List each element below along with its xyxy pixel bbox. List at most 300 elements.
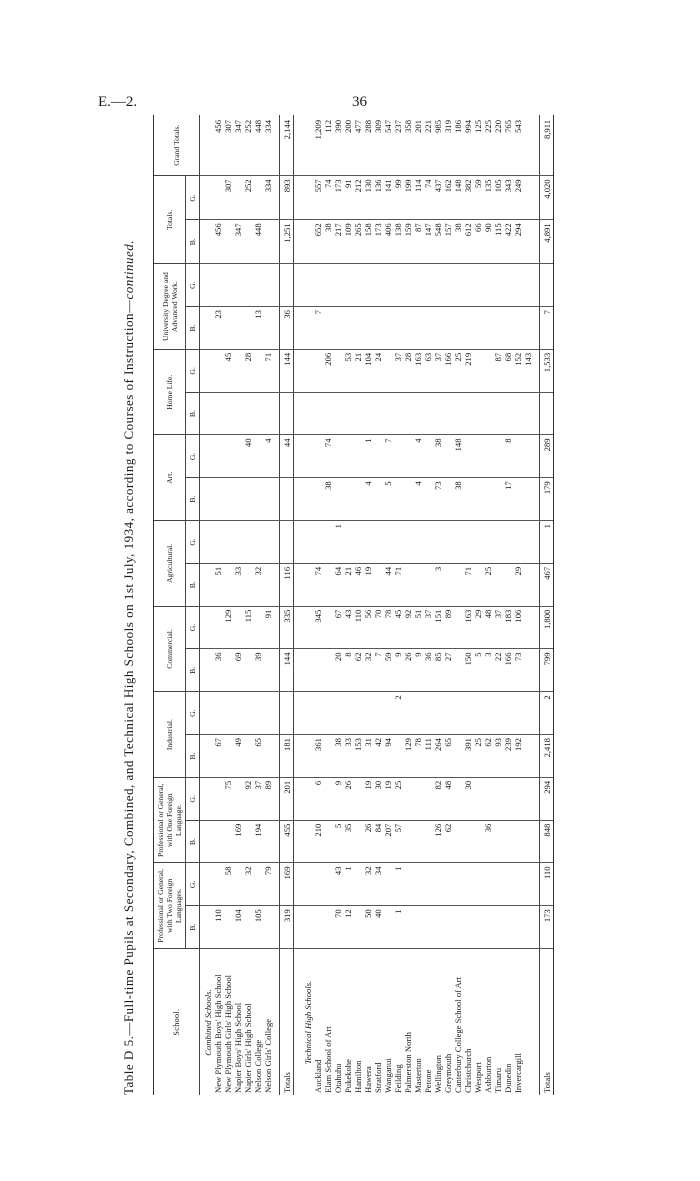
value-cell [373, 264, 383, 307]
empty-cell [300, 349, 313, 392]
school-name: Dunedin [503, 1063, 513, 1093]
boys-subheader: B. [186, 220, 200, 264]
boys-subheader: B. [186, 649, 200, 692]
school-name: Stratford [373, 1062, 383, 1093]
value-cell: 319 [280, 906, 294, 949]
value-cell: 335 [280, 606, 294, 649]
value-cell [243, 649, 253, 692]
value-cell [463, 521, 473, 564]
value-cell: 42 [373, 735, 383, 778]
value-cell [383, 307, 393, 350]
value-cell: 37 [493, 606, 503, 649]
value-cell: 294 [513, 220, 523, 264]
value-cell [483, 349, 493, 392]
grand-total-cell: 307 [223, 115, 233, 176]
empty-cell [200, 478, 214, 521]
grand-total-cell: 448 [253, 115, 263, 176]
table-title [121, 115, 137, 1095]
value-cell [513, 392, 523, 435]
empty-cell [300, 692, 313, 735]
value-cell: 147 [423, 220, 433, 264]
value-cell [333, 692, 343, 735]
value-cell: 252 [243, 176, 253, 220]
value-cell: 162 [443, 176, 453, 220]
table-row [433, 115, 443, 1095]
value-cell [463, 435, 473, 478]
value-cell [513, 307, 523, 350]
girls-subheader: G. [186, 692, 200, 735]
section-heading-row [200, 115, 214, 1095]
value-cell [263, 906, 273, 949]
value-cell: 75 [223, 777, 233, 820]
value-cell: 38 [323, 220, 333, 264]
value-cell [503, 777, 513, 820]
value-cell [453, 820, 463, 863]
value-cell: 65 [253, 735, 263, 778]
value-cell [473, 863, 483, 906]
boys-subheader: B. [186, 820, 200, 863]
value-cell [383, 863, 393, 906]
value-cell [243, 264, 253, 307]
value-cell: 179 [540, 478, 554, 521]
value-cell [313, 392, 323, 435]
school-name: Westport [473, 1062, 483, 1093]
value-cell: 4,891 [540, 220, 554, 264]
value-cell [403, 307, 413, 350]
value-cell [253, 478, 263, 521]
value-cell [493, 521, 503, 564]
table-row [243, 115, 253, 1095]
value-cell: 40 [243, 435, 253, 478]
value-cell: 1 [333, 521, 343, 564]
value-cell [433, 863, 443, 906]
grand-total-cell: 994 [463, 115, 473, 176]
grand-total-cell: 125 [473, 115, 483, 176]
grand-total-cell: 225 [483, 115, 493, 176]
value-cell: 143 [523, 349, 533, 392]
value-cell [253, 692, 263, 735]
value-cell: 66 [473, 220, 483, 264]
value-cell [223, 264, 233, 307]
grand-total-cell: 334 [263, 115, 273, 176]
value-cell: 148 [453, 435, 463, 478]
value-cell [353, 906, 363, 949]
grand-total-cell: 358 [403, 115, 413, 176]
value-cell: 12 [343, 906, 353, 949]
value-cell [280, 392, 294, 435]
value-cell: 456 [213, 220, 223, 264]
value-cell [323, 906, 333, 949]
value-cell [403, 692, 413, 735]
value-cell: 169 [233, 820, 243, 863]
value-cell [473, 264, 483, 307]
table-title-text: Table D 5.—Full-time Pupils at Secondary, Combined, and Technical High Schools on 1st July, 1934, according to Courses of Instruction— [121, 299, 136, 1095]
school-name: Wanganui [383, 1058, 393, 1093]
group-header-university: University Degree and Advanced Work. [154, 264, 186, 350]
value-cell: 391 [463, 735, 473, 778]
value-cell [313, 906, 323, 949]
value-cell [383, 349, 393, 392]
table-row [223, 115, 233, 1095]
empty-cell [300, 863, 313, 906]
value-cell [413, 563, 423, 606]
value-cell [453, 264, 463, 307]
value-cell: 59 [383, 649, 393, 692]
value-cell: 105 [493, 176, 503, 220]
value-cell [263, 735, 273, 778]
value-cell [453, 863, 463, 906]
value-cell [453, 392, 463, 435]
value-cell [443, 392, 453, 435]
value-cell [503, 563, 513, 606]
table-row [513, 115, 523, 1095]
value-cell [403, 264, 413, 307]
value-cell: 199 [403, 176, 413, 220]
value-cell [253, 176, 263, 220]
value-cell: 166 [443, 349, 453, 392]
value-cell [423, 521, 433, 564]
value-cell: 62 [483, 735, 493, 778]
value-cell [453, 735, 463, 778]
girls-subheader: G. [186, 349, 200, 392]
value-cell [523, 735, 533, 778]
value-cell [423, 478, 433, 521]
value-cell [433, 521, 443, 564]
value-cell: 29 [513, 563, 523, 606]
value-cell: 38 [453, 220, 463, 264]
value-cell: 74 [323, 176, 333, 220]
value-cell [383, 264, 393, 307]
value-cell: 32 [253, 563, 263, 606]
value-cell: 157 [443, 220, 453, 264]
value-cell [280, 692, 294, 735]
value-cell [493, 777, 503, 820]
empty-cell [200, 906, 214, 949]
empty-cell [300, 521, 313, 564]
value-cell [313, 521, 323, 564]
value-cell [313, 478, 323, 521]
group-header-art: Art. [154, 435, 186, 521]
value-cell [233, 521, 243, 564]
value-cell [523, 606, 533, 649]
value-cell [233, 478, 243, 521]
value-cell [393, 307, 403, 350]
value-cell [323, 692, 333, 735]
value-cell [433, 307, 443, 350]
value-cell: 115 [493, 220, 503, 264]
value-cell [463, 863, 473, 906]
value-cell [393, 735, 403, 778]
value-cell [463, 264, 473, 307]
value-cell: 48 [483, 606, 493, 649]
value-cell: 7 [313, 307, 323, 350]
school-name: Elam School of Art [323, 1026, 333, 1093]
empty-cell [300, 478, 313, 521]
value-cell: 33 [233, 563, 243, 606]
girls-subheader: G. [186, 521, 200, 564]
value-cell [353, 392, 363, 435]
school-name [523, 949, 533, 1095]
value-cell [223, 820, 233, 863]
value-cell: 201 [280, 777, 294, 820]
empty-cell [300, 435, 313, 478]
value-cell [463, 820, 473, 863]
page-code: E.—2. [98, 94, 138, 110]
value-cell: 67 [213, 735, 223, 778]
value-cell [263, 392, 273, 435]
value-cell: 28 [403, 349, 413, 392]
value-cell [363, 307, 373, 350]
value-cell: 37 [393, 349, 403, 392]
value-cell: 194 [253, 820, 263, 863]
table-row [333, 115, 343, 1095]
value-cell: 455 [280, 820, 294, 863]
value-cell: 94 [383, 735, 393, 778]
value-cell: 382 [463, 176, 473, 220]
girls-subheader: G. [186, 863, 200, 906]
value-cell: 848 [540, 820, 554, 863]
value-cell [493, 435, 503, 478]
value-cell [423, 307, 433, 350]
value-cell [513, 692, 523, 735]
value-cell [513, 906, 523, 949]
table-row [253, 115, 263, 1095]
value-cell [423, 435, 433, 478]
section-heading: Technical High Schools. [303, 980, 313, 1065]
value-cell [213, 692, 223, 735]
value-cell [443, 521, 453, 564]
value-cell: 23 [213, 307, 223, 350]
value-cell [403, 521, 413, 564]
school-name: New Plymouth Girls' High School [223, 974, 233, 1093]
school-name: Napier Boys' High School [233, 1002, 243, 1093]
table-row [263, 115, 273, 1095]
value-cell: 63 [423, 349, 433, 392]
value-cell [280, 478, 294, 521]
value-cell: 111 [423, 735, 433, 778]
grand-total-cell: 220 [493, 115, 503, 176]
value-cell: 39 [253, 649, 263, 692]
value-cell [493, 392, 503, 435]
value-cell: 36 [423, 649, 433, 692]
value-cell: 7 [383, 435, 393, 478]
grand-total-cell: 8,911 [540, 115, 554, 176]
value-cell [493, 478, 503, 521]
value-cell: 65 [443, 735, 453, 778]
value-cell [243, 820, 253, 863]
value-cell [373, 563, 383, 606]
value-cell: 20 [333, 649, 343, 692]
value-cell [223, 435, 233, 478]
value-cell [333, 264, 343, 307]
value-cell [413, 392, 423, 435]
value-cell: 265 [353, 220, 363, 264]
value-cell: 1,533 [540, 349, 554, 392]
value-cell: 437 [433, 176, 443, 220]
value-cell [313, 435, 323, 478]
value-cell [253, 521, 263, 564]
value-cell [243, 906, 253, 949]
school-name: Christchurch [463, 1048, 473, 1093]
value-cell [513, 478, 523, 521]
value-cell [333, 392, 343, 435]
value-cell: 68 [503, 349, 513, 392]
value-cell: 4 [413, 478, 423, 521]
value-cell [473, 692, 483, 735]
value-cell: 58 [223, 863, 233, 906]
value-cell [263, 820, 273, 863]
value-cell: 92 [403, 606, 413, 649]
value-cell [393, 264, 403, 307]
value-cell [473, 563, 483, 606]
value-cell: 7 [540, 307, 554, 350]
value-cell [483, 264, 493, 307]
value-cell: 183 [503, 606, 513, 649]
value-cell [493, 307, 503, 350]
value-cell [233, 176, 243, 220]
value-cell: 799 [540, 649, 554, 692]
table-row [473, 115, 483, 1095]
value-cell: 70 [333, 906, 343, 949]
value-cell [343, 478, 353, 521]
value-cell [373, 392, 383, 435]
value-cell [323, 392, 333, 435]
value-cell: 347 [233, 220, 243, 264]
value-cell: 24 [373, 349, 383, 392]
value-cell: 25 [473, 735, 483, 778]
table-row [313, 115, 323, 1095]
value-cell: 37 [433, 349, 443, 392]
value-cell [463, 692, 473, 735]
grand-total-cell: 237 [393, 115, 403, 176]
value-cell [503, 307, 513, 350]
value-cell: 105 [253, 906, 263, 949]
value-cell [373, 692, 383, 735]
value-cell [383, 392, 393, 435]
value-cell: 207 [383, 820, 393, 863]
header-row-bg [186, 115, 200, 1095]
value-cell [343, 435, 353, 478]
value-cell [323, 264, 333, 307]
table-row [453, 115, 463, 1095]
empty-cell [200, 563, 214, 606]
section-heading: Combined Schools. [203, 989, 213, 1056]
value-cell: 2,418 [540, 735, 554, 778]
value-cell: 71 [263, 349, 273, 392]
value-cell: 84 [373, 820, 383, 863]
empty-cell [300, 176, 313, 220]
value-cell: 217 [333, 220, 343, 264]
value-cell [403, 478, 413, 521]
value-cell [393, 435, 403, 478]
value-cell [423, 264, 433, 307]
value-cell: 166 [503, 649, 513, 692]
value-cell [513, 435, 523, 478]
school-name: Hawera [363, 1066, 373, 1093]
grand-total-cell: 2,144 [280, 115, 294, 176]
value-cell [413, 521, 423, 564]
value-cell: 87 [493, 349, 503, 392]
totals-label: Totals [280, 949, 294, 1095]
value-cell [223, 220, 233, 264]
value-cell [253, 349, 263, 392]
value-cell: 37 [253, 777, 263, 820]
value-cell: 30 [463, 777, 473, 820]
value-cell [540, 392, 554, 435]
value-cell [473, 521, 483, 564]
table-row [323, 115, 333, 1095]
value-cell [523, 478, 533, 521]
school-name: Ashburton [483, 1056, 493, 1093]
value-cell [493, 820, 503, 863]
value-cell: 422 [503, 220, 513, 264]
empty-cell [200, 777, 214, 820]
value-cell [223, 692, 233, 735]
value-cell: 159 [403, 220, 413, 264]
value-cell: 43 [333, 863, 343, 906]
value-cell: 71 [463, 563, 473, 606]
value-cell [223, 392, 233, 435]
value-cell [213, 392, 223, 435]
grand-totals-header: Grand Totals. [154, 115, 200, 176]
value-cell: 114 [413, 176, 423, 220]
value-cell [243, 735, 253, 778]
value-cell [433, 264, 443, 307]
value-cell: 1 [393, 863, 403, 906]
value-cell [523, 264, 533, 307]
value-cell [463, 478, 473, 521]
group-header-agricultural: Agricultural. [154, 521, 186, 607]
value-cell [263, 563, 273, 606]
value-cell [323, 307, 333, 350]
value-cell: 85 [433, 649, 443, 692]
value-cell [243, 563, 253, 606]
grand-total-cell: 252 [243, 115, 253, 176]
value-cell [443, 478, 453, 521]
empty-cell [300, 906, 313, 949]
value-cell [323, 649, 333, 692]
value-cell: 70 [373, 606, 383, 649]
value-cell [423, 563, 433, 606]
table-row [233, 115, 243, 1095]
value-cell [343, 392, 353, 435]
value-cell: 144 [280, 349, 294, 392]
value-cell [353, 692, 363, 735]
value-cell [413, 692, 423, 735]
value-cell: 44 [383, 563, 393, 606]
grand-total-cell: 201 [413, 115, 423, 176]
value-cell [263, 649, 273, 692]
value-cell [223, 307, 233, 350]
value-cell: 25 [483, 563, 493, 606]
value-cell [393, 521, 403, 564]
value-cell: 345 [313, 606, 323, 649]
value-cell [483, 863, 493, 906]
value-cell [513, 777, 523, 820]
value-cell: 109 [343, 220, 353, 264]
value-cell: 21 [343, 563, 353, 606]
school-header: School. [154, 949, 200, 1095]
value-cell: 64 [333, 563, 343, 606]
value-cell: 138 [393, 220, 403, 264]
value-cell: 2 [393, 692, 403, 735]
value-cell: 9 [413, 649, 423, 692]
group-header-one-language: Professional or General, with One Foreign Language. [154, 777, 186, 863]
boys-subheader: B. [186, 735, 200, 778]
grand-total-cell: 543 [513, 115, 523, 176]
value-cell: 548 [433, 220, 443, 264]
value-cell [253, 392, 263, 435]
